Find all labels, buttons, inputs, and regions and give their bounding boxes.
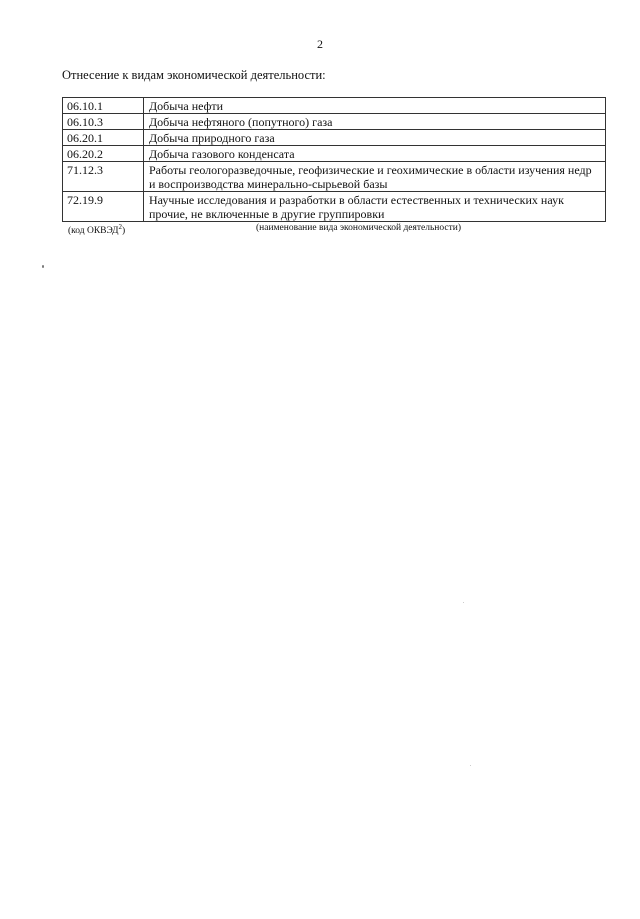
scan-speck xyxy=(42,265,44,268)
okved-code: 71.12.3 xyxy=(63,162,144,192)
okved-code-caption-close: ) xyxy=(121,226,126,237)
okved-code-caption-label: (код ОКВЭД xyxy=(68,226,119,237)
table-row xyxy=(63,162,606,192)
activity-name-caption: (наименование вида экономической деятельности) xyxy=(256,223,461,233)
okved-code-caption xyxy=(68,223,125,236)
table-row xyxy=(63,114,606,130)
okved-code: 06.10.3 xyxy=(63,114,144,130)
okved-table xyxy=(62,97,606,222)
activity-name: Научные исследования и разработки в области естественных и технических наук прочие, не включенные в другие группировки xyxy=(144,192,606,222)
okved-code: 06.20.1 xyxy=(63,130,144,146)
activity-name: Добыча газового конденсата xyxy=(144,146,606,162)
okved-code: 72.19.9 xyxy=(63,192,144,222)
section-heading: Отнесение к видам экономической деятельности: xyxy=(62,68,326,82)
okved-code: 06.10.1 xyxy=(63,98,144,114)
table-row xyxy=(63,192,606,222)
okved-code: 06.20.2 xyxy=(63,146,144,162)
footnote-marker: 2 xyxy=(118,223,122,231)
scan-speck xyxy=(470,765,471,766)
scan-speck xyxy=(463,602,464,603)
table-row xyxy=(63,98,606,114)
activity-name: Добыча нефтяного (попутного) газа xyxy=(144,114,606,130)
table-row xyxy=(63,130,606,146)
activity-name: Добыча природного газа xyxy=(144,130,606,146)
activity-name: Добыча нефти xyxy=(144,98,606,114)
page-number: 2 xyxy=(317,37,323,51)
table-row xyxy=(63,146,606,162)
activity-name: Работы геологоразведочные, геофизические и геохимические в области изучения недр и воспроизводства минерально-сырьевой базы xyxy=(144,162,606,192)
